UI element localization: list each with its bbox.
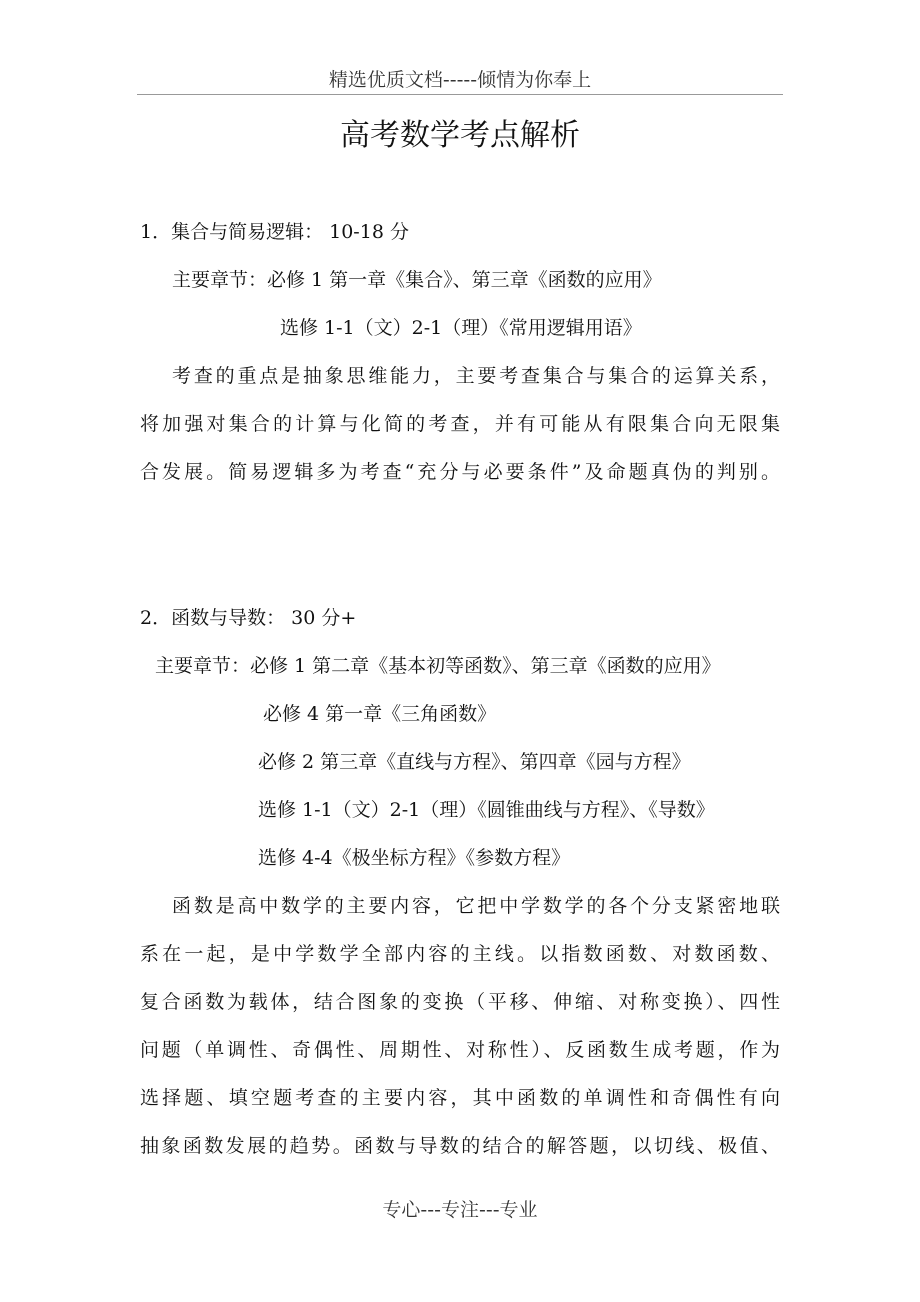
paragraph-line: 将加强对集合的计算与化简的考查，并有可能从有限集合向无限集 [140, 413, 780, 435]
page-footer: 专心---专注---专业 [382, 1199, 538, 1221]
section-2-chapters: 必修 4 第一章《三角函数》 [263, 703, 497, 725]
paragraph-line: 选择题、填空题考查的主要内容，其中函数的单调性和奇偶性有向 [140, 1087, 780, 1109]
page-header: 精选优质文档-----倾情为你奉上 [328, 69, 592, 91]
paragraph-line: 问题（单调性、奇偶性、周期性、对称性）、反函数生成考题，作为 [140, 1039, 780, 1061]
header-rule [137, 94, 783, 95]
section-2-heading: 2．函数与导数： 30 分+ [140, 607, 357, 629]
paragraph-line: 复合函数为载体，结合图象的变换（平移、伸缩、对称变换）、四性 [140, 991, 780, 1013]
page-title: 高考数学考点解析 [340, 118, 580, 153]
section-2-chapters: 选修 1-1（文）2-1（理）《圆锥曲线与方程》、《导数》 [258, 799, 715, 821]
paragraph-line: 考查的重点是抽象思维能力，主要考查集合与集合的运算关系， [172, 365, 780, 387]
paragraph-line: 系在一起，是中学数学全部内容的主线。以指数函数、对数函数、 [140, 943, 780, 965]
paragraph-line: 函数是高中数学的主要内容，它把中学数学的各个分支紧密地联 [172, 895, 780, 917]
paragraph-line: 抽象函数发展的趋势。函数与导数的结合的解答题，以切线、极值、 [140, 1135, 780, 1157]
section-2-chapters: 选修 4-4《极坐标方程》《参数方程》 [258, 847, 571, 869]
section-2-chapters: 主要章节：必修 1 第二章《基本初等函数》、第三章《函数的应用》 [155, 655, 721, 677]
section-2-chapters: 必修 2 第三章《直线与方程》、第四章《园与方程》 [258, 751, 691, 773]
paragraph-line: 合发展。简易逻辑多为考查“充分与必要条件”及命题真伪的判别。 [140, 461, 780, 483]
section-1-heading: 1．集合与简易逻辑： 10-18 分 [140, 221, 409, 243]
section-1-chapters: 主要章节：必修 1 第一章《集合》、第三章《函数的应用》 [172, 269, 662, 291]
section-1-chapters-2: 选修 1-1（文）2-1（理）《常用逻辑用语》 [280, 317, 642, 339]
